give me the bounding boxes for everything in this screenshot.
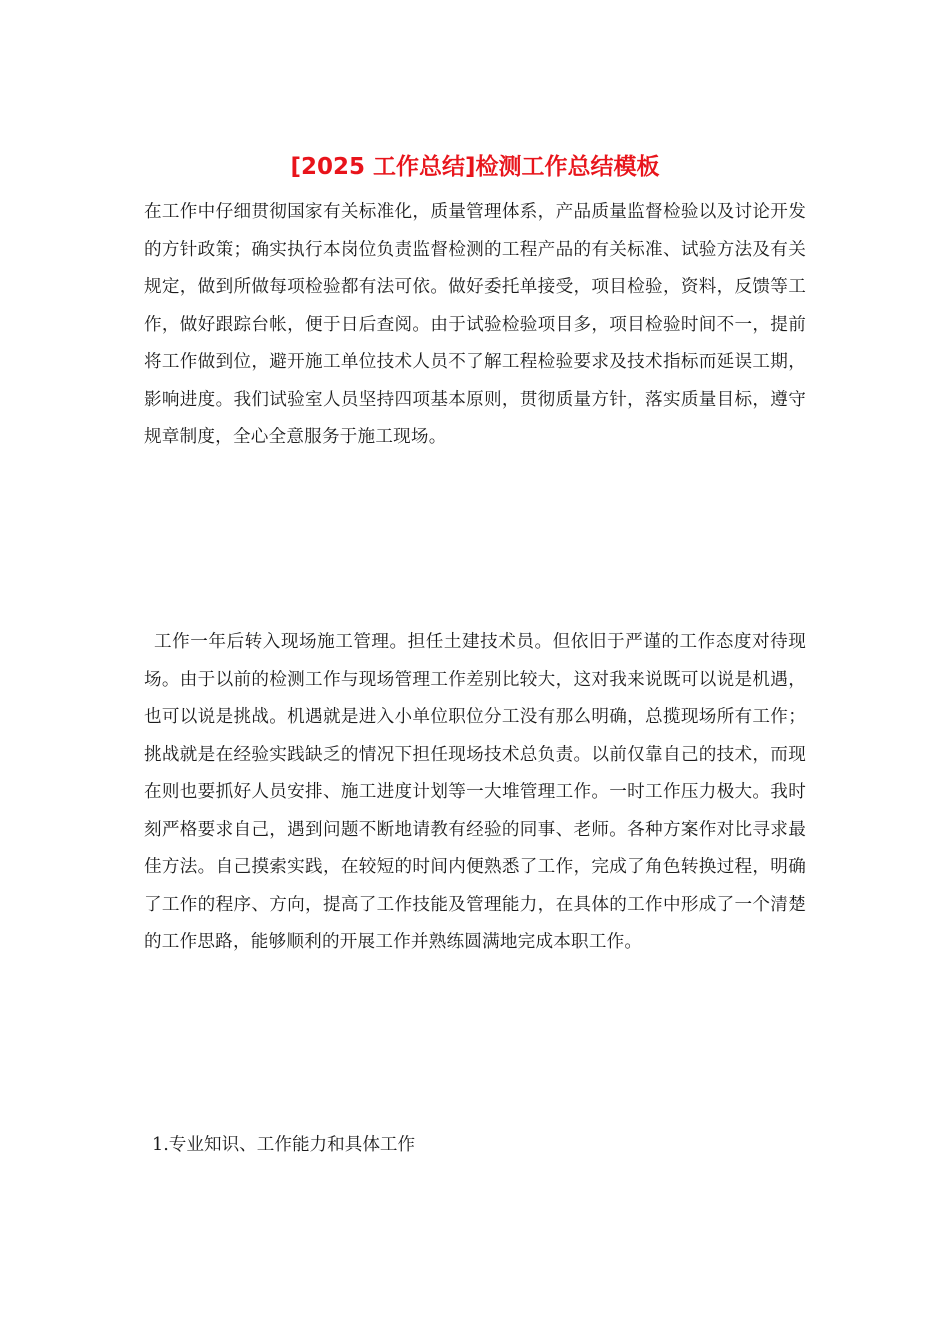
paragraph-site-management: 工作一年后转入现场施工管理。担任土建技术员。但依旧于严谨的工作态度对待现场。由于以前的检测工作与现场管理工作差别比较大，这对我来说既可以说是机遇，也可以说是挑战。机遇就是进入小单位职位分工没有那么明确，总揽现场所有工作；挑战就是在经验实践缺乏的情况下担任现场技术总负责。以前仅靠自己的技术，而现在则也要抓好人员安排、施工进度计划等一大堆管理工作。一时工作压力极大。我时刻严格要求自己，遇到问题不断地请教有经验的同事、老师。各种方案作对比寻求最佳方法。自己摸索实践，在较短的时间内便熟悉了工作，完成了角色转换过程，明确了工作的程序、方向，提高了工作技能及管理能力，在具体的工作中形成了一个清楚的工作思路，能够顺利的开展工作并熟练圆满地完成本职工作。 bbox=[144, 632, 806, 952]
document-title: [2025 工作总结]检测工作总结模板 bbox=[290, 154, 660, 180]
section-heading-professional-knowledge: 1.专业知识、工作能力和具体工作 bbox=[152, 1135, 416, 1155]
paragraph-quality-inspection: 在工作中仔细贯彻国家有关标准化，质量管理体系，产品质量监督检验以及讨论开发的方针政策；确实执行本岗位负责监督检测的工程产品的有关标准、试验方法及有关规定，做到所做每项检验都有法可依。做好委托单接受，项目检验，资料，反馈等工作，做好跟踪台帐，便于日后查阅。由于试验检验项目多，项目检验时间不一，提前将工作做到位，避开施工单位技术人员不了解工程检验要求及技术指标而延误工期，影响进度。我们试验室人员坚持四项基本原则，贯彻质量方针，落实质量目标，遵守规章制度，全心全意服务于施工现场。 bbox=[144, 202, 806, 447]
